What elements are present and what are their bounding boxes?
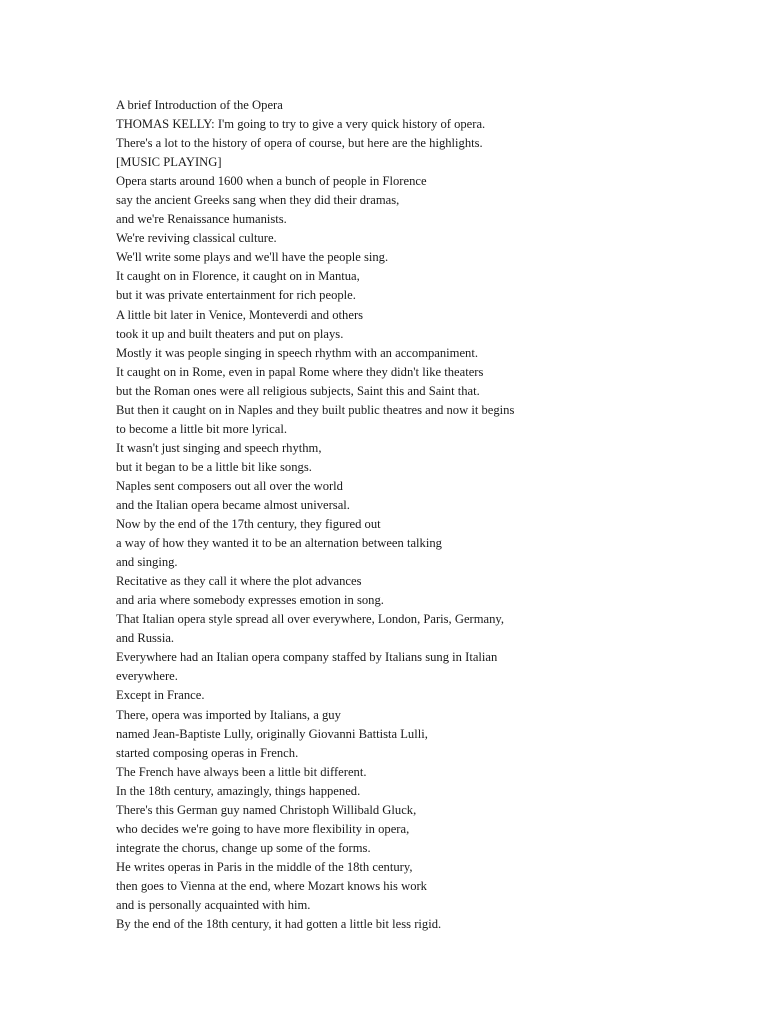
transcript-line: who decides we're going to have more flexibility in opera, bbox=[116, 821, 410, 836]
transcript-text bbox=[116, 96, 736, 934]
transcript-line: The French have always been a little bit different. bbox=[116, 764, 367, 779]
transcript-line: and aria where somebody expresses emotion in song. bbox=[116, 593, 384, 608]
transcript-line: Now by the end of the 17th century, they figured out bbox=[116, 517, 381, 532]
transcript-line: [MUSIC PLAYING] bbox=[116, 155, 222, 170]
transcript-line: and the Italian opera became almost universal. bbox=[116, 497, 350, 512]
transcript-line: to become a little bit more lyrical. bbox=[116, 421, 288, 436]
transcript-line: We're reviving classical culture. bbox=[116, 231, 277, 246]
transcript-line: Naples sent composers out all over the world bbox=[116, 478, 343, 493]
transcript-line: everywhere. bbox=[116, 669, 178, 684]
transcript-line: Recitative as they call it where the plot advances bbox=[116, 574, 362, 589]
document-title: A brief Introduction of the Opera bbox=[116, 98, 283, 112]
transcript-line: and we're Renaissance humanists. bbox=[116, 212, 287, 227]
transcript-line: say the ancient Greeks sang when they did their dramas, bbox=[116, 193, 400, 208]
transcript-line: He writes operas in Paris in the middle of the 18th century, bbox=[116, 859, 413, 874]
transcript-line: a way of how they wanted it to be an alternation between talking bbox=[116, 536, 442, 551]
transcript-line: That Italian opera style spread all over everywhere, London, Paris, Germany, bbox=[116, 612, 505, 627]
transcript-line: It caught on in Rome, even in papal Rome where they didn't like theaters bbox=[116, 364, 484, 379]
transcript-line: but it began to be a little bit like songs. bbox=[116, 459, 312, 474]
transcript-line: There's this German guy named Christoph Willibald Gluck, bbox=[116, 802, 417, 817]
transcript-line: integrate the chorus, change up some of the forms. bbox=[116, 840, 371, 855]
transcript-line: We'll write some plays and we'll have the people sing. bbox=[116, 250, 389, 265]
transcript-line: named Jean-Baptiste Lully, originally Giovanni Battista Lulli, bbox=[116, 726, 428, 741]
transcript-line: In the 18th century, amazingly, things happened. bbox=[116, 783, 361, 798]
transcript-line: Except in France. bbox=[116, 688, 205, 703]
transcript-line: took it up and built theaters and put on plays. bbox=[116, 326, 344, 341]
transcript-line: By the end of the 18th century, it had gotten a little bit less rigid. bbox=[116, 917, 442, 932]
transcript-line: and is personally acquainted with him. bbox=[116, 897, 311, 912]
transcript-line: A little bit later in Venice, Monteverdi and others bbox=[116, 307, 364, 322]
transcript-line: then goes to Vienna at the end, where Mozart knows his work bbox=[116, 878, 427, 893]
transcript-line: But then it caught on in Naples and they built public theatres and now it begins bbox=[116, 402, 515, 417]
transcript-line: started composing operas in French. bbox=[116, 745, 299, 760]
transcript-line: Mostly it was people singing in speech rhythm with an accompaniment. bbox=[116, 345, 479, 360]
transcript-line: There's a lot to the history of opera of course, but here are the highlights. bbox=[116, 136, 483, 151]
transcript-line: There, opera was imported by Italians, a guy bbox=[116, 707, 341, 722]
transcript-line: and Russia. bbox=[116, 631, 175, 646]
transcript-line: and singing. bbox=[116, 555, 178, 570]
transcript-line: Opera starts around 1600 when a bunch of people in Florence bbox=[116, 174, 427, 189]
transcript-line: but the Roman ones were all religious subjects, Saint this and Saint that. bbox=[116, 383, 480, 398]
transcript-line: It wasn't just singing and speech rhythm, bbox=[116, 440, 322, 455]
transcript-line: but it was private entertainment for rich people. bbox=[116, 288, 356, 303]
transcript-line: It caught on in Florence, it caught on in Mantua, bbox=[116, 269, 360, 284]
transcript-line: THOMAS KELLY: I'm going to try to give a very quick history of opera. bbox=[116, 117, 486, 132]
transcript-line: Everywhere had an Italian opera company staffed by Italians sung in Italian bbox=[116, 650, 498, 665]
